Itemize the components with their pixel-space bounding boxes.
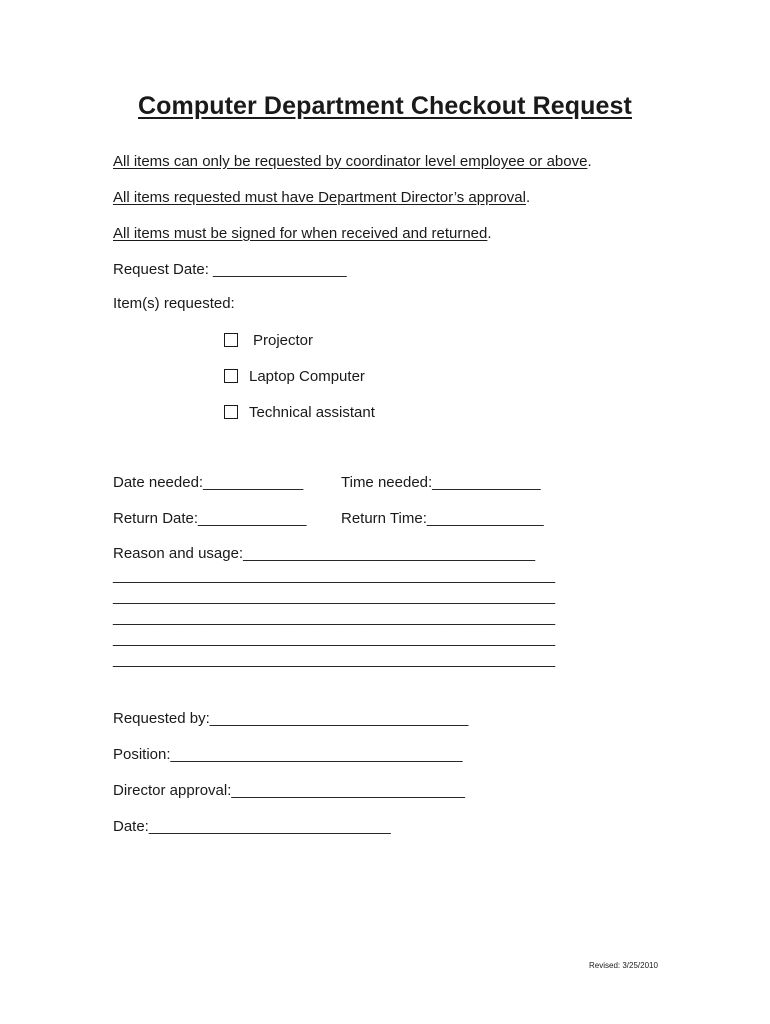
rule-signed-for [113, 225, 492, 243]
rule-text: All items requested must have Department Director’s approval [113, 189, 526, 206]
item-label: Laptop Computer [249, 367, 365, 385]
item-technical-assistant[interactable] [224, 403, 375, 421]
form-title: Computer Department Checkout Request [138, 92, 632, 120]
reason-blank-line[interactable]: _____________________________________________________ [113, 630, 556, 647]
reason-blank-line[interactable]: _____________________________________________________ [113, 588, 556, 605]
date-needed-field[interactable]: Date needed:____________ [113, 474, 304, 491]
rule-period: . [525, 189, 531, 206]
return-time-field[interactable]: Return Time:______________ [341, 510, 544, 527]
requested-by-field[interactable]: Requested by:_______________________________ [113, 710, 469, 727]
reason-usage-field[interactable]: Reason and usage:___________________________________ [113, 545, 536, 562]
director-approval-field[interactable]: Director approval:____________________________ [113, 782, 465, 799]
signature-date-field[interactable]: Date:_____________________________ [113, 818, 391, 835]
items-requested-label: Item(s) requested: [113, 295, 235, 312]
rule-period: . [487, 225, 492, 242]
reason-blank-line[interactable]: _____________________________________________________ [113, 567, 556, 584]
time-needed-field[interactable]: Time needed:_____________ [341, 474, 541, 491]
rule-coordinator-level [113, 153, 592, 171]
rule-director-approval [113, 189, 530, 207]
item-laptop-computer[interactable] [224, 367, 365, 385]
return-date-field[interactable]: Return Date:_____________ [113, 510, 307, 527]
item-projector[interactable] [224, 331, 313, 349]
checkbox[interactable] [224, 369, 238, 383]
position-field[interactable]: Position:___________________________________ [113, 746, 463, 763]
reason-blank-line[interactable]: _____________________________________________________ [113, 651, 556, 668]
rule-text: All items must be signed for when received and returned [113, 225, 488, 242]
request-date-field[interactable]: Request Date: ________________ [113, 261, 347, 278]
checkbox[interactable] [224, 333, 238, 347]
item-label: Technical assistant [249, 403, 375, 421]
rule-period: . [587, 153, 592, 170]
reason-blank-line[interactable]: _____________________________________________________ [113, 609, 556, 626]
revision-date: Revised: 3/25/2010 [589, 961, 658, 970]
item-label: Projector [253, 331, 314, 349]
rule-text: All items can only be requested by coordinator level employee or above [113, 153, 588, 170]
checkbox[interactable] [224, 405, 238, 419]
